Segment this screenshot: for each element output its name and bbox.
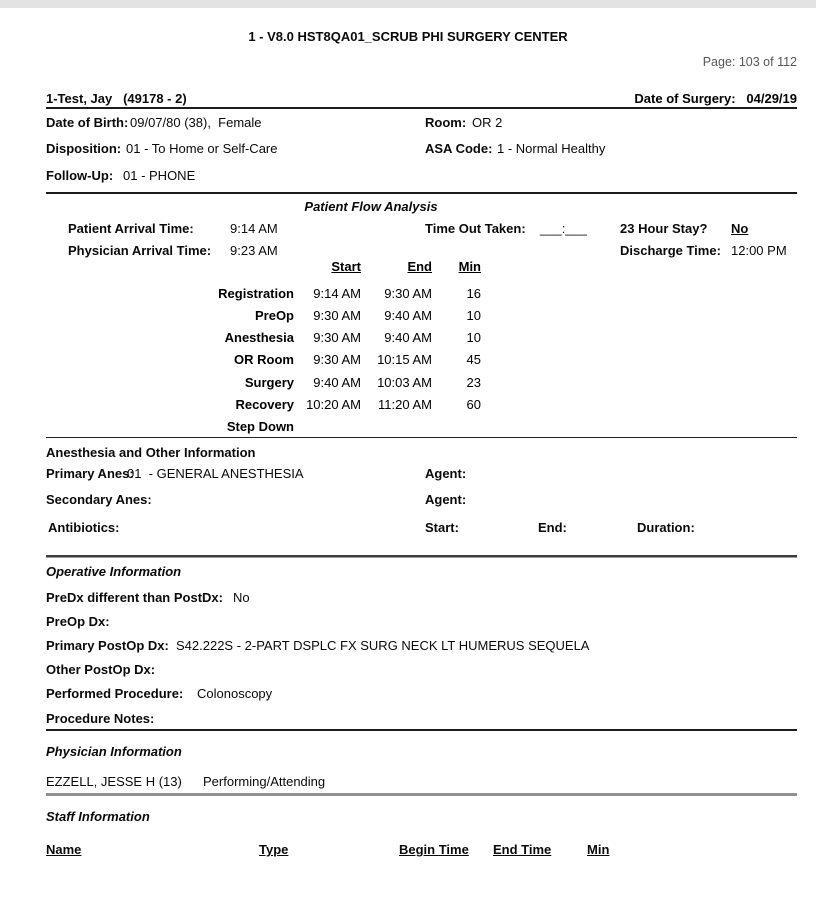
- flow-col-min: Min: [458, 259, 481, 274]
- staff-section-title: Staff Information: [46, 809, 150, 824]
- operative-section-title: Operative Information: [46, 564, 182, 579]
- discharge-label: Discharge Time:: [620, 243, 721, 258]
- flow-start: 9:14 AM: [313, 286, 361, 301]
- divider-physician: [46, 793, 797, 796]
- flow-end: 10:03 AM: [377, 375, 432, 390]
- dob-label: Date of Birth:: [46, 115, 129, 130]
- room-value: OR 2: [472, 115, 503, 130]
- secondary-anes-label: Secondary Anes:: [46, 492, 152, 507]
- flow-start: 9:30 AM: [313, 352, 361, 367]
- flow-start: 10:20 AM: [306, 397, 361, 412]
- flow-activity: Step Down: [226, 419, 294, 434]
- divider-flow: [46, 437, 797, 438]
- flow-end: 9:40 AM: [384, 330, 432, 345]
- flow-table-header: [0, 259, 816, 275]
- flow-activity: PreOp: [254, 308, 294, 323]
- flow-row-or-room: [0, 352, 816, 368]
- flow-row-surgery: [0, 375, 816, 391]
- flow-start: 9:30 AM: [313, 330, 361, 345]
- physician-arrival-label: Physician Arrival Time:: [68, 243, 212, 258]
- date-of-surgery: Date of Surgery: 04/29/19: [634, 91, 797, 106]
- top-window-strip: [0, 0, 816, 8]
- agent2-label: Agent:: [425, 492, 467, 507]
- primary-anes-label: Primary Anes:: [46, 466, 134, 481]
- antibiotics-label: Antibiotics:: [48, 520, 120, 535]
- page-number: Page: 103 of 112: [702, 55, 797, 69]
- asa-code-label: ASA Code:: [425, 141, 493, 156]
- disposition-value: 01 - To Home or Self-Care: [126, 141, 278, 156]
- staff-col-name: Name: [46, 842, 82, 857]
- patient-name: 1-Test, Jay (49178 - 2): [46, 91, 187, 106]
- primary-postop-label: Primary PostOp Dx:: [46, 638, 169, 653]
- flow-activity: Registration: [218, 286, 294, 301]
- antibiotics-start-label: Start:: [425, 520, 459, 535]
- time-out-blank: ___:___: [540, 221, 587, 236]
- room-label: Room:: [425, 115, 467, 130]
- other-postop-label: Other PostOp Dx:: [46, 662, 156, 677]
- asa-code-value: 1 - Normal Healthy: [497, 141, 606, 156]
- flow-activity: Recovery: [235, 397, 294, 412]
- time-out-label: Time Out Taken:: [425, 221, 526, 236]
- anesthesia-section-title: Anesthesia and Other Information: [46, 445, 256, 460]
- primary-anes-value: 01 - GENERAL ANESTHESIA: [127, 466, 304, 481]
- predx-value: No: [233, 590, 250, 605]
- divider-anesthesia: [46, 555, 797, 558]
- predx-label: PreDx different than PostDx:: [46, 590, 223, 605]
- procedure-notes-label: Procedure Notes:: [46, 711, 155, 726]
- flow-row-registration: [0, 286, 816, 302]
- report-title: 1 - V8.0 HST8QA01_SCRUB PHI SURGERY CENTER: [248, 29, 568, 44]
- divider-demographics: [46, 192, 797, 194]
- flow-end: 10:15 AM: [377, 352, 432, 367]
- flow-end: 11:20 AM: [378, 397, 432, 412]
- flow-min: 10: [466, 308, 481, 323]
- discharge-value: 12:00 PM: [731, 243, 787, 258]
- physician-section-title: Physician Information: [46, 744, 182, 759]
- staff-col-begin-time: Begin Time: [399, 842, 469, 857]
- followup-value: 01 - PHONE: [123, 168, 196, 183]
- flow-end: 9:30 AM: [384, 286, 432, 301]
- flow-row-recovery: [0, 397, 816, 413]
- staff-col-type: Type: [259, 842, 289, 857]
- flow-end: 9:40 AM: [384, 308, 432, 323]
- disposition-label: Disposition:: [46, 141, 122, 156]
- flow-col-end: End: [407, 259, 432, 274]
- flow-start: 9:40 AM: [313, 375, 361, 390]
- physician-role: Performing/Attending: [203, 774, 326, 789]
- staff-col-min: Min: [587, 842, 610, 857]
- performed-procedure-label: Performed Procedure:: [46, 686, 184, 701]
- flow-min: 60: [466, 397, 481, 412]
- flow-min: 23: [466, 375, 481, 390]
- followup-label: Follow-Up:: [46, 168, 114, 183]
- flow-row-step-down: [0, 419, 816, 435]
- flow-activity: OR Room: [234, 352, 294, 367]
- staff-col-end-time: End Time: [493, 842, 552, 857]
- antibiotics-duration-label: Duration:: [637, 520, 695, 535]
- antibiotics-end-label: End:: [538, 520, 567, 535]
- primary-postop-value: S42.222S - 2-PART DSPLC FX SURG NECK LT HUMERUS SEQUELA: [176, 638, 590, 653]
- stay-label: 23 Hour Stay?: [620, 221, 708, 236]
- preop-dx-label: PreOp Dx:: [46, 614, 110, 629]
- physician-arrival-value: 9:23 AM: [230, 243, 278, 258]
- performed-procedure-value: Colonoscopy: [197, 686, 273, 701]
- flow-min: 16: [466, 286, 481, 301]
- flow-row-preop: [0, 308, 816, 324]
- flow-activity: Anesthesia: [224, 330, 294, 345]
- stay-value: No: [731, 221, 749, 236]
- flow-start: 9:30 AM: [313, 308, 361, 323]
- dob-value: 09/07/80 (38), Female: [130, 115, 262, 130]
- flow-activity: Surgery: [244, 375, 294, 390]
- agent1-label: Agent:: [425, 466, 467, 481]
- flow-min: 10: [466, 330, 481, 345]
- flow-row-anesthesia: [0, 330, 816, 346]
- divider-header: [46, 107, 797, 109]
- flow-section-title: Patient Flow Analysis: [304, 199, 438, 214]
- flow-min: 45: [466, 352, 481, 367]
- patient-arrival-value: 9:14 AM: [230, 221, 278, 236]
- physician-name: EZZELL, JESSE H (13): [46, 774, 182, 789]
- divider-operative: [46, 729, 797, 731]
- flow-col-start: Start: [331, 259, 361, 274]
- patient-arrival-label: Patient Arrival Time:: [68, 221, 194, 236]
